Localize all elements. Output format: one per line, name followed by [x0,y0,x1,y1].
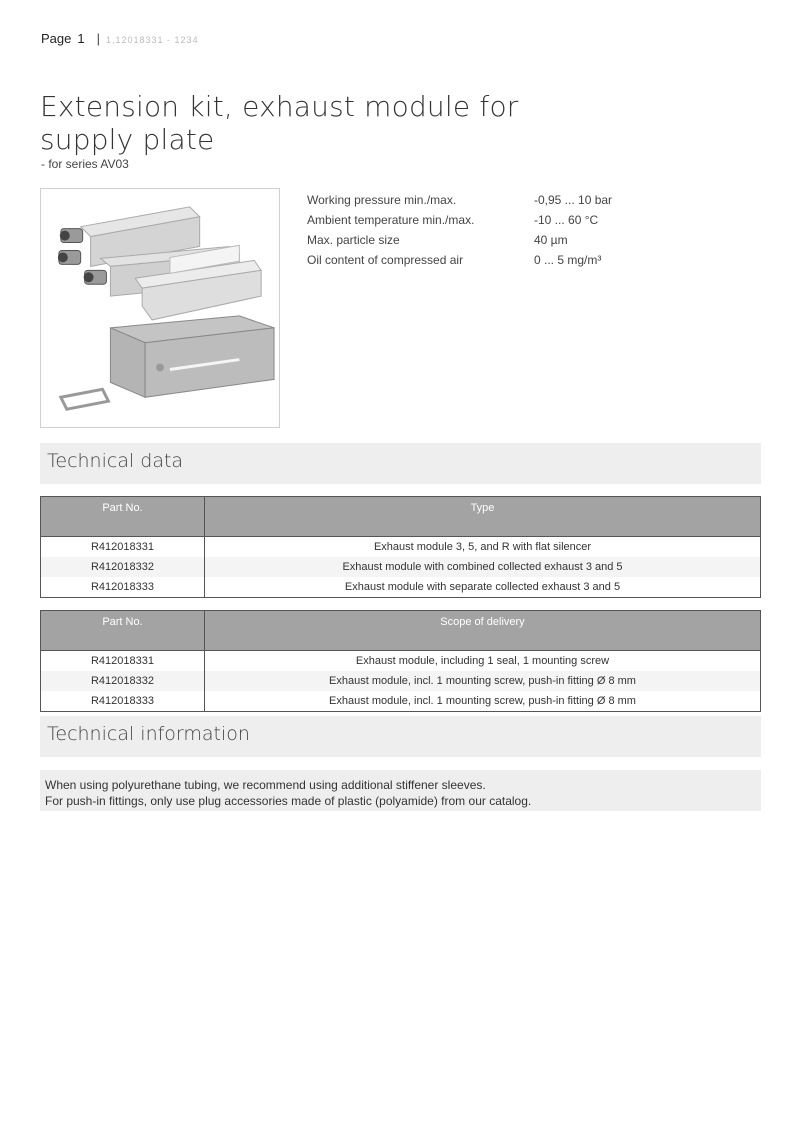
column-header-part-no: Part No. [41,497,205,537]
section-header-technical-information: Technical information [40,716,761,757]
page-number: 1 [77,31,85,46]
section-header-technical-data: Technical data [40,443,761,484]
type-cell: Exhaust module 3, 5, and R with flat silencer [205,537,761,558]
table-header-row [41,497,761,537]
spec-value: 0 ... 5 mg/m³ [534,253,602,267]
spec-value: 40 µm [534,233,568,247]
spec-label: Working pressure min./max. [307,193,457,207]
scope-cell: Exhaust module, incl. 1 mounting screw, push-in fitting Ø 8 mm [205,671,761,691]
part-number-cell: R412018331 [41,651,205,672]
product-subtitle: - for series AV03 [41,157,129,171]
part-number-cell: R412018331 [41,537,205,558]
table-row [41,651,761,672]
column-header-scope: Scope of delivery [205,611,761,651]
scope-cell: Exhaust module, incl. 1 mounting screw, push-in fitting Ø 8 mm [205,691,761,712]
scope-cell: Exhaust module, including 1 seal, 1 mounting screw [205,651,761,672]
part-number-cell: R412018332 [41,557,205,577]
part-number-cell: R412018332 [41,671,205,691]
part-number-cell: R412018333 [41,577,205,598]
scope-table [40,610,761,712]
spec-label: Ambient temperature min./max. [307,213,475,227]
column-header-type: Type [205,497,761,537]
spec-value: -0,95 ... 10 bar [534,193,613,207]
type-cell: Exhaust module with combined collected exhaust 3 and 5 [205,557,761,577]
table-row [41,557,761,577]
page-label: Page [41,31,72,46]
technical-information-box [40,770,761,811]
table-row [41,537,761,558]
info-line: For push-in fittings, only use plug accessories made of plastic (polyamide) from our catalog. [45,794,532,808]
table-header-row [41,611,761,651]
page-header [41,31,199,46]
type-cell: Exhaust module with separate collected exhaust 3 and 5 [205,577,761,598]
table-row [41,577,761,598]
info-line: When using polyurethane tubing, we recommend using additional stiffener sleeves. [45,778,486,792]
table-row [41,671,761,691]
spec-label: Oil content of compressed air [307,253,464,267]
column-header-part-no: Part No. [41,611,205,651]
spec-label: Max. particle size [307,233,400,247]
table-row [41,691,761,712]
product-title: Extension kit, exhaust module for supply plate [40,90,519,156]
header-separator: | [96,31,100,46]
spec-value: -10 ... 60 °C [534,213,599,227]
header-blurred-text: 1,12018331 - 1234 [106,35,199,45]
type-table [40,496,761,598]
product-image [40,188,280,428]
exhaust-module-illustration [41,189,279,427]
part-number-cell: R412018333 [41,691,205,712]
